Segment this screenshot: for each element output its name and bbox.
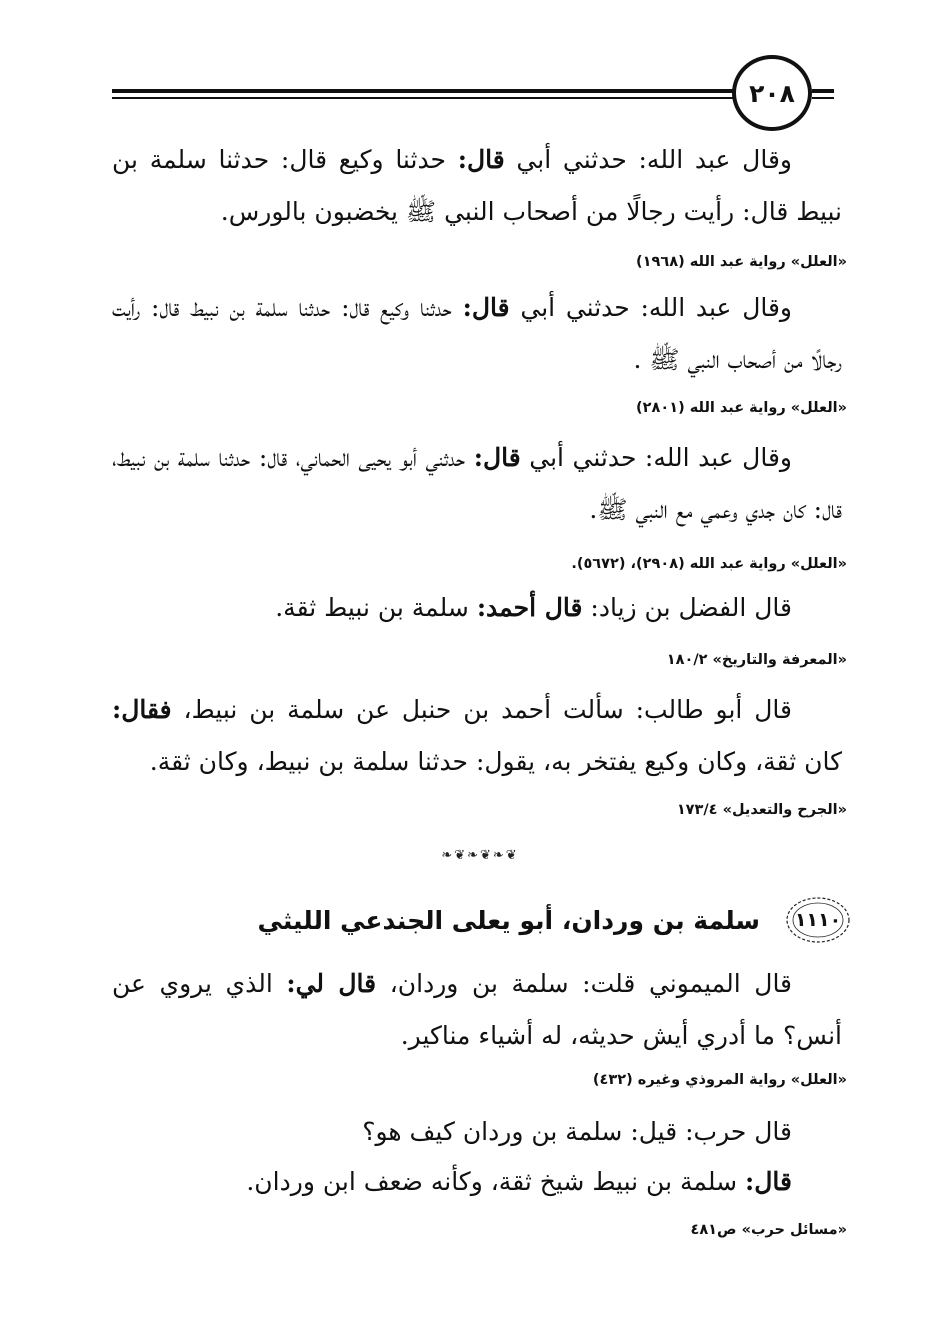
entry-title: سلمة بن وردان، أبو يعلى الجندعي الليثي bbox=[257, 906, 760, 935]
page-header bbox=[0, 0, 941, 130]
entry-number: ١١١٠ bbox=[794, 909, 842, 931]
source-citation: «المعرفة والتاريخ» ١٨٠/٢ bbox=[666, 652, 847, 668]
narration-paragraph: قال: سلمة بن نبيط شيخ ثقة، وكأنه ضعف ابن وردان. bbox=[246, 1167, 792, 1196]
narration-paragraph: قال حرب: قيل: سلمة بن وردان كيف هو؟ bbox=[362, 1117, 792, 1146]
source-citation: «العلل» رواية عبد الله (٢٨٠١) bbox=[636, 400, 847, 416]
source-citation: «العلل» رواية عبد الله (٢٩٠٨)، (٥٦٧٢). bbox=[571, 556, 847, 572]
narration-paragraph: قال أبو طالب: سألت أحمد بن حنبل عن سلمة بن نبيط، فقال: كان ثقة، وكان وكيع يفتخر به، يقول: حدثنا سلمة بن نبيط، وكان ثقة. bbox=[112, 695, 842, 776]
source-citation: «مسائل حرب» ص٤٨١ bbox=[690, 1222, 847, 1238]
header-rule-thin bbox=[112, 97, 734, 99]
source-citation: «العلل» رواية المروذي وغيره (٤٣٢) bbox=[592, 1072, 847, 1088]
narration-paragraph: وقال عبد الله: حدثني أبي قال: حدثني أبو يحيى الحماني، قال: حدثنا سلمة بن نبيط، قال: كان جدي وعمي مع النبي ﷺ. bbox=[112, 443, 842, 524]
narration-paragraph: قال الميموني قلت: سلمة بن وردان، قال لي: الذي يروي عن أنس؟ ما أدري أيش حديثه، له أشياء مناكير. bbox=[112, 969, 842, 1050]
source-citation: «الجرح والتعديل» ١٧٣/٤ bbox=[676, 802, 847, 818]
page-number: ٢٠٨ bbox=[732, 55, 812, 131]
narration-paragraph: وقال عبد الله: حدثني أبي قال: حدثنا وكيع قال: حدثنا سلمة بن نبيط قال: رأيت رجالًا من أصحاب النبي ﷺ . bbox=[112, 293, 842, 374]
header-rule-right-thin bbox=[812, 97, 834, 99]
entry-number-badge bbox=[785, 895, 851, 945]
header-rule-right bbox=[812, 89, 834, 93]
section-separator-ornament: ❦❧❦❧❦❧ bbox=[441, 848, 519, 863]
header-rule-thick bbox=[112, 89, 734, 93]
source-citation: «العلل» رواية عبد الله (١٩٦٨) bbox=[636, 254, 847, 270]
narration-paragraph: وقال عبد الله: حدثني أبي قال: حدثنا وكيع قال: حدثنا سلمة بن نبيط قال: رأيت رجالًا من أصحاب النبي ﷺ يخضبون بالورس. bbox=[112, 145, 842, 226]
narration-paragraph: قال الفضل بن زياد: قال أحمد: سلمة بن نبيط ثقة. bbox=[275, 593, 792, 622]
